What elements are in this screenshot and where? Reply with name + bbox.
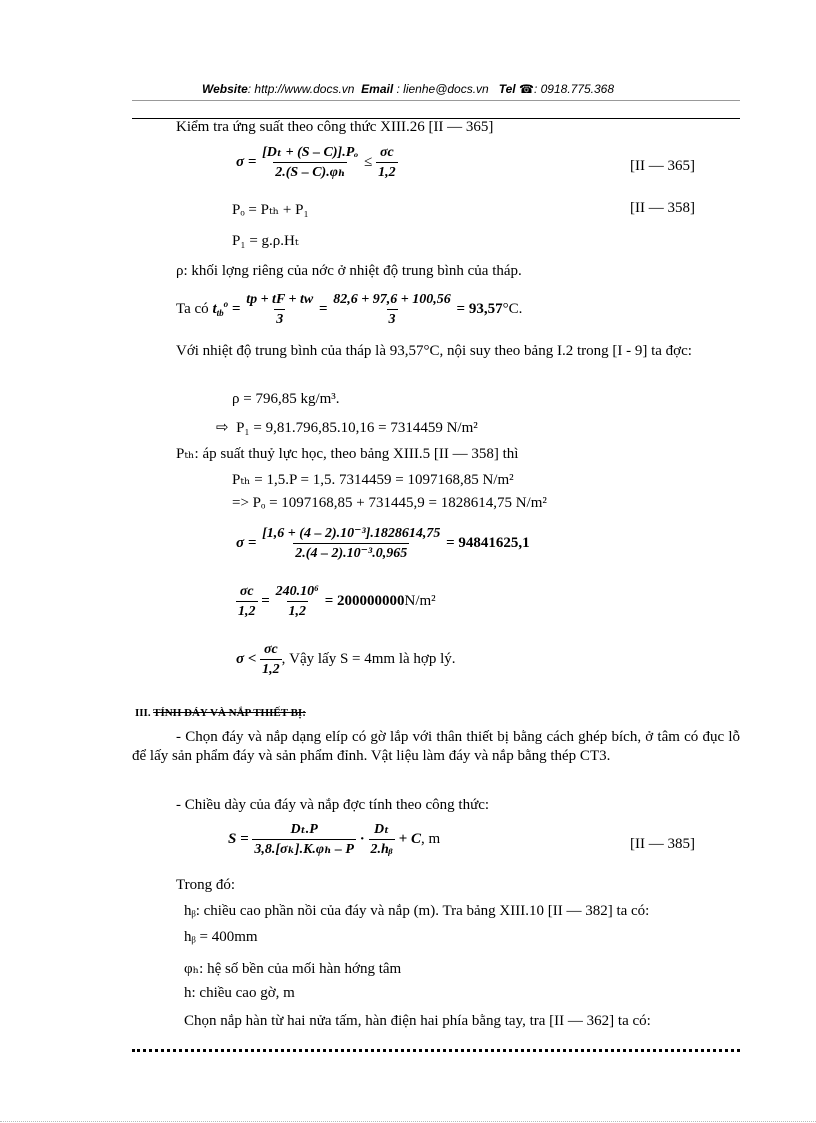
eq7-reference: [II — 385] bbox=[630, 836, 695, 852]
header-divider bbox=[132, 100, 740, 101]
p1-value: P₁ = 9,81.796,85.10,16 = 7314459 N/m² bbox=[236, 420, 478, 436]
email-label: Email bbox=[361, 82, 394, 96]
paragraph-weld: Chọn nắp hàn từ hai nửa tấm, hàn điện hai phía bằng tay, tra [II — 362] ta có: bbox=[184, 1013, 651, 1029]
equation-sigma-limit: $\frac{\sigma c}{1,2}$ = $\frac{\text{240.10⁶}}{1,2}$ = 200000000N/m² bbox=[238, 584, 436, 619]
eq1-limit-fraction: $\frac{\sigma c}{1,2}$ bbox=[378, 145, 396, 180]
eq1-fraction: $\frac{\text{[Dₜ + (S – C)].Pₒ}}{\text{2.(S – C).φₕ}}$ bbox=[262, 145, 359, 180]
website-label: Website bbox=[201, 82, 248, 96]
section-heading: III. TÍNH ĐÁY VÀ NẮP THIẾT BỊ: bbox=[135, 707, 306, 719]
tel-label: Tel bbox=[498, 82, 516, 96]
conclusion-text: , Vậy lấy S = 4mm là hợp lý. bbox=[281, 650, 456, 667]
rho-value: ρ = 796,85 kg/m³. bbox=[232, 391, 340, 407]
equation-p1: P₁ = g.ρ.Hₜ bbox=[232, 233, 299, 249]
conclusion-line: σ < $\frac{\sigma c}{1,2}$ , Vậy lấy S = 4mm là hợp lý. bbox=[236, 642, 456, 677]
eq2-reference: [II — 358] bbox=[630, 200, 695, 216]
conclusion-fraction: $\frac{\sigma c}{1,2}$ bbox=[262, 642, 280, 677]
eq1-reference: [II — 365] bbox=[630, 158, 695, 174]
p1-value-line bbox=[216, 418, 478, 437]
eq7-fraction-a: $\frac{\text{Dₜ.P}}{\text{3,8.[σₖ].K.φₕ – P}}$ bbox=[254, 822, 354, 857]
equation-po: Pₒ = Pₜₕ + P₁ bbox=[232, 202, 309, 218]
paragraph-bottom-design: - Chọn đáy và nắp dạng elíp có gờ lắp với thân thiết bị bằng cách ghép bích, ở tâm có đục lỗ để lấy sản phẩm đáy và sản phẩm đỉnh. Vật liệu làm đáy và nắp bằng thép CT3. bbox=[132, 729, 740, 764]
equation-thickness: S = $\frac{\text{Dₜ.P}}{\text{3,8.[σₖ].K.φₕ – P}}$ · $\frac{\text{Dₜ}}{\text{2.hᵦ}}$ + C, m bbox=[228, 822, 441, 857]
eq5-fraction: $\frac{\text{[1,6 + (4 – 2).10⁻³].1828614,75}}{\text{2.(4 – 2).10⁻³.0,965}}$ bbox=[262, 526, 441, 561]
h-definition: h: chiều cao gờ, m bbox=[184, 985, 295, 1001]
po-value: => Pₒ = 1097168,85 + 731445,9 = 1828614,75 N/m² bbox=[232, 495, 547, 511]
footer-divider bbox=[132, 1049, 740, 1052]
website-value[interactable]: : http://www.docs.vn bbox=[247, 82, 355, 96]
eq4-fraction-b: $\frac{82,6 + 97,6 + 100,56}{3}$ bbox=[333, 292, 451, 327]
eq7-fraction-b: $\frac{\text{Dₜ}}{\text{2.hᵦ}}$ bbox=[370, 822, 393, 857]
phone-icon: ☎ bbox=[519, 82, 534, 96]
equation-temperature: Ta có $t_{tb}^o$ = $\frac{tp + tF + tw}{3}$ = $\frac{82,6 + 97,6 + 100,56}{3}$ = 93,57°C. bbox=[176, 292, 523, 327]
rho-definition: ρ: khối lợng riêng của nớc ở nhiệt độ trung bình của tháp. bbox=[176, 263, 522, 279]
pth-value: Pₜₕ = 1,5.P = 1,5. 7314459 = 1097168,85 N/m² bbox=[232, 472, 514, 488]
paragraph-thickness: - Chiều dày của đáy và nắp đợc tính theo công thức: bbox=[176, 797, 490, 813]
equation-sigma-value: σ = $\frac{\text{[1,6 + (4 – 2).10⁻³].1828614,75}}{\text{2.(4 – 2).10⁻³.0,965}}$ = 94841625,1 bbox=[236, 526, 530, 561]
phih-definition: φₕ: hệ số bền của mối hàn hớng tâm bbox=[184, 961, 402, 977]
email-value[interactable]: : lienhe@docs.vn bbox=[396, 82, 489, 96]
arrow-right-icon: ⇨ bbox=[216, 418, 229, 436]
eq6-fraction-b: $\frac{\text{240.10⁶}}{1,2}$ bbox=[275, 584, 319, 619]
pth-definition: Pₜₕ: áp suất thuỷ lực học, theo bảng XIII.5 [II — 358] thì bbox=[176, 446, 519, 462]
hb-value: hᵦ = 400mm bbox=[184, 929, 258, 945]
eq6-fraction-a: $\frac{\sigma c}{1,2}$ bbox=[238, 584, 256, 619]
tel-value: : 0918.775.368 bbox=[533, 82, 615, 96]
intro-text: Kiểm tra ứng suất theo công thức XIII.26 [II — 365] bbox=[176, 119, 494, 135]
paragraph-temperature: Với nhiệt độ trung bình của tháp là 93,57°C, nội suy theo bảng I.2 trong [I - 9] ta đợc: bbox=[176, 343, 692, 359]
equation-stress: σ = $\frac{\text{[Dₜ + (S – C)].Pₒ}}{\text{2.(S – C).φₕ}}$ ≤ $\frac{\sigma c}{1,2}$ bbox=[236, 145, 396, 180]
trong-do: Trong đó: bbox=[176, 877, 236, 893]
page-edge bbox=[0, 1121, 816, 1122]
hb-definition: hᵦ: chiều cao phần nồi của đáy và nắp (m). Tra bảng XIII.10 [II — 382] ta có: bbox=[184, 903, 650, 919]
page-header bbox=[0, 82, 816, 96]
eq4-fraction-a: $\frac{tp + tF + tw}{3}$ bbox=[246, 292, 314, 327]
